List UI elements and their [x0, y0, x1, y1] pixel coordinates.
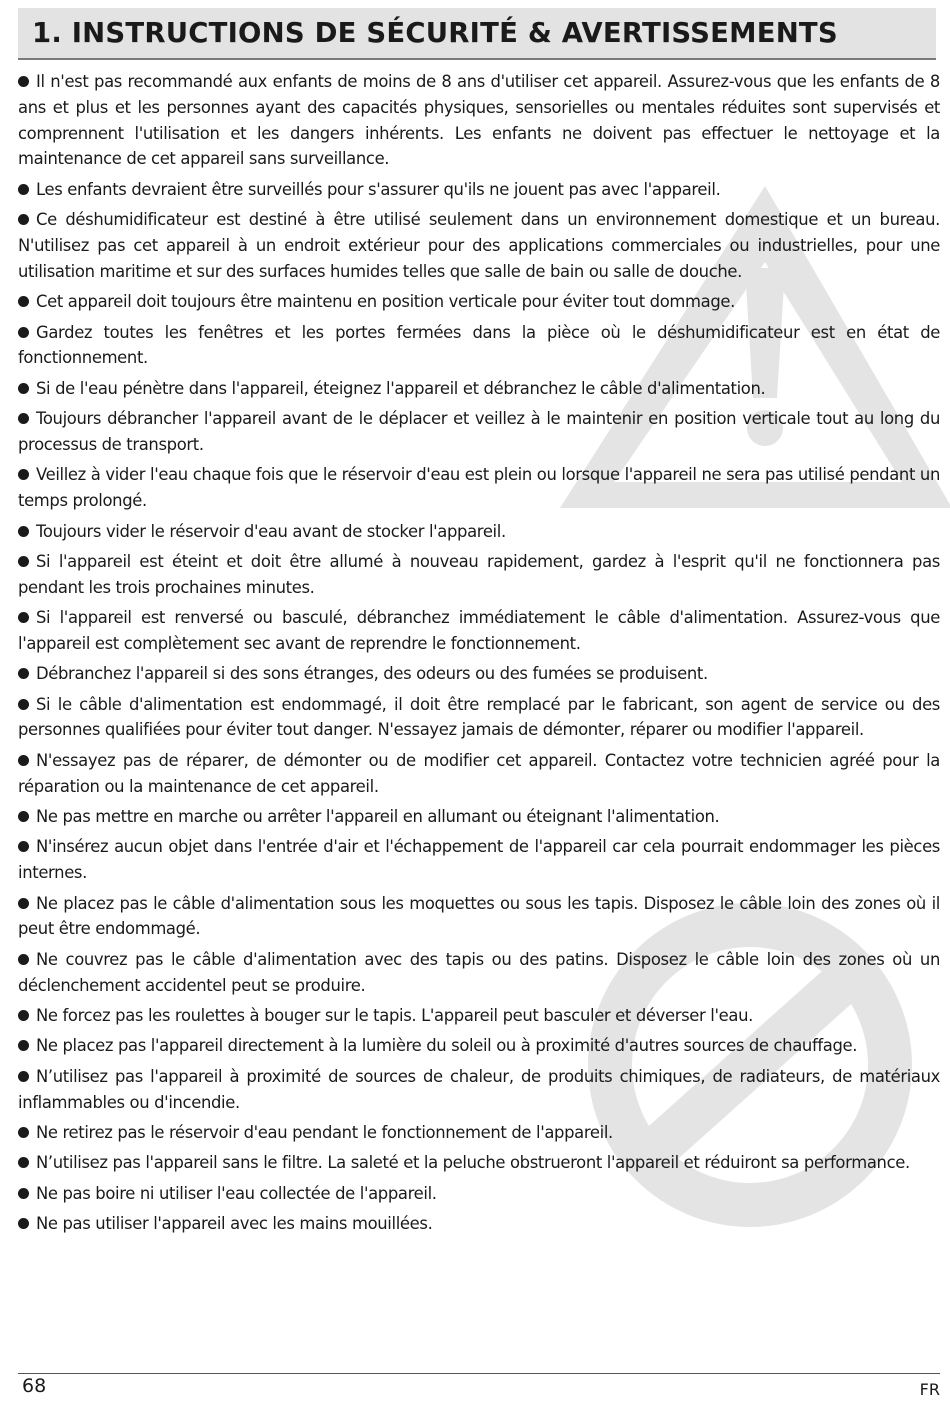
list-item-text: Ne placez pas l'appareil directement à la lumière du soleil ou à proximité d'autres sources de chauffage.: [36, 1036, 858, 1056]
list-item-text: Ne pas boire ni utiliser l'eau collectée de l'appareil.: [36, 1183, 437, 1203]
bullet-icon: [18, 1127, 29, 1138]
bullet-icon: [18, 811, 29, 822]
bullet-icon: [18, 413, 29, 424]
list-item-text: N’utilisez pas l'appareil à proximité de sources de chaleur, de produits chimiques, de radiateurs, de matériaux inflammables ou d'incendie.: [18, 1066, 940, 1112]
bullet-icon: [18, 469, 29, 480]
list-item: [18, 1211, 940, 1237]
bullet-icon: [18, 841, 29, 852]
bullet-icon: [18, 526, 29, 537]
bullet-icon: [18, 954, 29, 965]
list-item: [18, 549, 940, 601]
list-item-text: Toujours vider le réservoir d'eau avant de stocker l'appareil.: [36, 521, 506, 541]
bullet-icon: [18, 1071, 29, 1082]
bullet-icon: [18, 556, 29, 567]
bullet-icon: [18, 668, 29, 679]
list-item: [18, 462, 940, 514]
list-item-text: Si de l'eau pénètre dans l'appareil, éteignez l'appareil et débranchez le câble d'alimentation.: [36, 378, 766, 398]
list-item-text: Ne pas utiliser l'appareil avec les mains mouillées.: [36, 1214, 433, 1234]
list-item-text: Ne placez pas le câble d'alimentation sous les moquettes ou sous les tapis. Disposez le câble loin des zones où il peut être endommagé.: [18, 893, 940, 939]
list-item: [18, 947, 940, 999]
bullet-icon: [18, 755, 29, 766]
list-item: [18, 289, 940, 315]
bullet-icon: [18, 327, 29, 338]
list-item-text: Si l'appareil est éteint et doit être allumé à nouveau rapidement, gardez à l'esprit qu'il ne fonctionnera pas pendant les trois prochaines minutes.: [18, 551, 940, 597]
list-item: [18, 69, 940, 172]
list-item: [18, 207, 940, 284]
list-item-text: Si le câble d'alimentation est endommagé, il doit être remplacé par le fabricant, son agent de service ou des personnes qualifiées pour éviter tout danger. N'essayez jamais de démonter, réparer ou modifier l'appareil.: [18, 694, 940, 740]
list-item: [18, 804, 940, 830]
list-item-text: Toujours débrancher l'appareil avant de le déplacer et veillez à le maintenir en position verticale tout au long du processus de transport.: [18, 409, 940, 454]
list-item: [18, 1120, 940, 1146]
list-item-text: Ne pas mettre en marche ou arrêter l'appareil en allumant ou éteignant l'alimentation.: [36, 807, 720, 827]
list-item-text: N'insérez aucun objet dans l'entrée d'air et l'échappement de l'appareil car cela pourrait endommager les pièces internes.: [18, 837, 940, 883]
language-code: FR: [919, 1380, 940, 1399]
bullet-icon: [18, 76, 29, 87]
bullet-icon: [18, 1218, 29, 1229]
list-item-text: Ne retirez pas le réservoir d'eau pendant le fonctionnement de l'appareil.: [36, 1122, 613, 1142]
bullet-icon: [18, 1157, 29, 1168]
bullet-icon: [18, 184, 29, 195]
list-item: [18, 605, 940, 657]
bullet-icon: [18, 1188, 29, 1199]
list-item: [18, 1064, 940, 1116]
list-item-text: Les enfants devraient être surveillés pour s'assurer qu'ils ne jouent pas avec l'appareil.: [36, 179, 721, 199]
list-item-text: Ne couvrez pas le câble d'alimentation avec des tapis ou des patins. Disposez le câble loin des zones où un déclenchement accidentel peut se produire.: [18, 949, 940, 995]
bullet-icon: [18, 1040, 29, 1051]
list-item: [18, 1003, 940, 1029]
list-item-text: Débranchez l'appareil si des sons étranges, des odeurs ou des fumées se produisent.: [36, 664, 708, 684]
list-item-text: N'essayez pas de réparer, de démonter ou de modifier cet appareil. Contactez votre technicien agréé pour la réparation ou la maintenance de cet appareil.: [18, 750, 940, 796]
page-title: 1. INSTRUCTIONS DE SÉCURITÉ & AVERTISSEMENTS: [32, 17, 838, 49]
list-item: [18, 1181, 940, 1207]
footer-divider: [18, 1373, 940, 1374]
list-item-text: Ne forcez pas les roulettes à bouger sur le tapis. L'appareil peut basculer et déverser l'eau.: [36, 1005, 753, 1025]
list-item-text: Ce déshumidificateur est destiné à être utilisé seulement dans un environnement domestique et un bureau. N'utilisez pas cet appareil à un endroit extérieur pour des applications commerciales ou industrielles, pour une utilisation maritime et sur des surfaces humides telles que salle de bain ou salle de douche.: [18, 210, 940, 281]
list-item: [18, 1033, 940, 1059]
list-item: [18, 376, 940, 402]
page-number: 68: [22, 1375, 47, 1397]
list-item-text: Si l'appareil est renversé ou basculé, débranchez immédiatement le câble d'alimentation. Assurez-vous que l'appareil est complètement sec avant de reprendre le fonctionnement.: [18, 608, 940, 653]
list-item: [18, 692, 940, 744]
list-item-text: Veillez à vider l'eau chaque fois que le réservoir d'eau est plein ou lorsque l'appareil ne sera pas utilisé pendant un temps prolongé.: [18, 465, 940, 511]
list-item-text: Cet appareil doit toujours être maintenu en position verticale pour éviter tout dommage.: [36, 292, 735, 312]
list-item: [18, 661, 940, 687]
list-item: [18, 834, 940, 886]
bullet-icon: [18, 296, 29, 307]
bullet-icon: [18, 214, 29, 225]
bullet-icon: [18, 898, 29, 909]
list-item: [18, 891, 940, 943]
list-item: [18, 320, 940, 372]
section-header: [18, 8, 936, 60]
list-item: [18, 406, 940, 458]
bullet-icon: [18, 612, 29, 623]
list-item-text: Il n'est pas recommandé aux enfants de moins de 8 ans d'utiliser cet appareil. Assurez-vous que les enfants de 8 ans et plus et les personnes ayant des capacités physiques, sensorielles ou mentales réduites sont supervisés et comprennent l'utilisation et les dangers inhérents. Les enfants ne doivent pas effectuer le nettoyage et la maintenance de cet appareil sans surveillance.: [18, 72, 940, 169]
list-item: [18, 1150, 940, 1176]
bullet-icon: [18, 699, 29, 710]
safety-instructions-list: [18, 69, 940, 1242]
list-item-text: N’utilisez pas l'appareil sans le filtre. La saleté et la peluche obstrueront l'appareil et réduiront sa performance.: [36, 1153, 910, 1173]
bullet-icon: [18, 383, 29, 394]
list-item: [18, 177, 940, 203]
bullet-icon: [18, 1010, 29, 1021]
list-item-text: Gardez toutes les fenêtres et les portes fermées dans la pièce où le déshumidificateur est en état de fonctionnement.: [18, 322, 940, 368]
list-item: [18, 519, 940, 545]
list-item: [18, 748, 940, 800]
